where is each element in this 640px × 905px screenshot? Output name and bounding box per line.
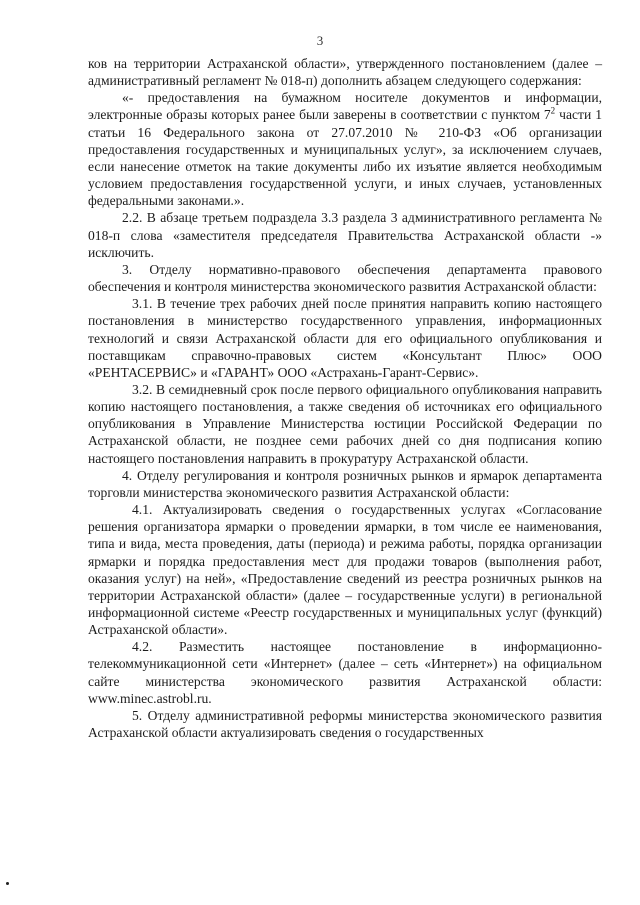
paragraph-4-2: 4.2. Разместить настоящее постановление в информационно-телекоммуникационной сети «Интернет» (далее – сеть «Интернет») на официальном сайте министерства экономического развития Астраханской области: www.minec.astrobl.ru. <box>88 639 602 706</box>
paragraph-4: 4. Отделу регулирования и контроля розничных рынков и ярмарок департамента торговли министерства экономического развития Астраханской области: <box>88 467 602 500</box>
paragraph-quote <box>88 89 602 209</box>
paragraph-4-1: 4.1. Актуализировать сведения о государственных услугах «Согласование решения организатора ярмарки о проведении ярмарки, в том числе ее наименования, типа и вида, места проведения, даты (периода) и режима работы, порядка организации ярмарки и порядка предоставления мест для продажи товаров (выполнения работ, оказания услуг) на ней», «Предоставление сведений из реестра розничных рынков на территории Астраханской области» (далее – государственные услуги) в региональной информационной системе «Реестр государственных и муниципальных услуг (функций) Астраханской области». <box>88 502 602 638</box>
paragraph-3-1: 3.1. В течение трех рабочих дней после принятия направить копию настоящего постановления в министерство государственного управления, информационных технологий и связи Астраханской области для его официального опубликования и поставщикам справочно-правовых систем «Консультант Плюс» ООО «РЕНТАСЕРВИС» и «ГАРАНТ» ООО «Астрахань-Гарант-Сервис». <box>88 296 602 380</box>
paragraph-3-2: 3.2. В семидневный срок после первого официального опубликования направить копию настоящего постановления, а также сведения об источниках его официального опубликования в Управление Министерства юстиции Российской Федерации по Астраханской области, не позднее семи рабочих дней со дня подписания копию настоящего постановления направить в прокуратуру Астраханской области. <box>88 381 602 466</box>
paragraph-3: 3. Отделу нормативно-правового обеспечения департамента правового обеспечения и контроля министерства экономического развития Астраханской области: <box>88 261 602 295</box>
scan-speck <box>6 882 9 885</box>
superscript-7-2: 2 <box>550 105 556 116</box>
page-number: 3 <box>316 33 324 48</box>
paragraph-2-2: 2.2. В абзаце третьем подраздела 3.3 раздела 3 административного регламента № 018-п слова «заместителя председателя Правительства Астраханской области -» исключить. <box>88 210 602 260</box>
paragraph-5: 5. Отделу административной реформы министерства экономического развития Астраханской области актуализировать сведения о государственных <box>88 707 602 741</box>
paragraph-quote-text: «- предоставления на бумажном носителе документов и информации, электронные образы которых ранее были заверены в соответствии с пунктом 7 <box>88 90 602 123</box>
paragraph-continuation: ков на территории Астраханской области», утвержденного постановлением (далее – административный регламент № 018-п) дополнить абзацем следующего содержания: <box>88 56 602 89</box>
paragraph-quote-text-after: части 1 статьи 16 Федерального закона от 27.07.2010 № 210-ФЗ «Об организации предоставления государственных и муниципальных услуг», за исключением случаев, если нанесение отметок на такие документы либо их изъятие является необходимым условием предоставления государственной услуги, и иных случаев, установленных федеральными законами.». <box>88 107 602 209</box>
document-body <box>88 55 602 741</box>
